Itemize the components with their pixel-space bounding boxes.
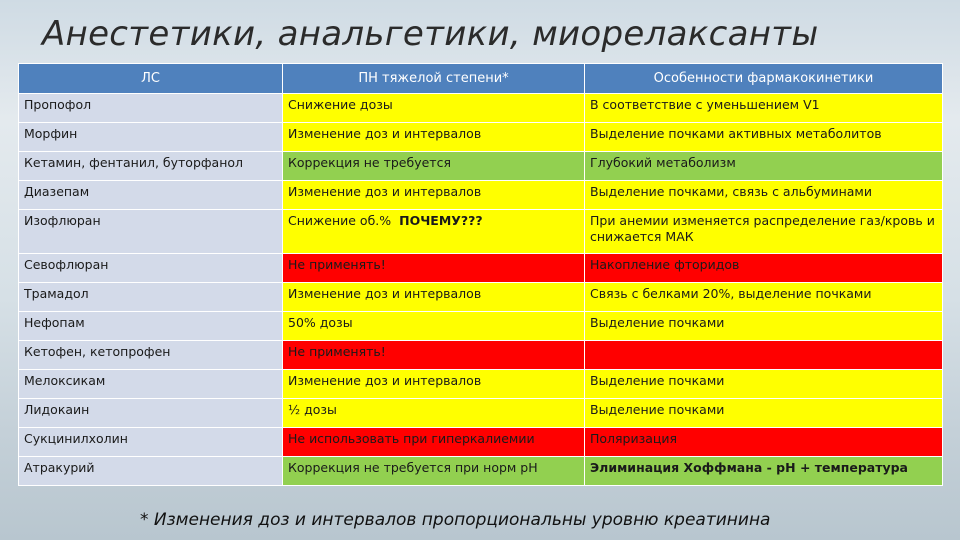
dose-cell: Коррекция не требуется при норм pH <box>283 457 585 486</box>
drug-cell: Изофлюран <box>19 210 283 254</box>
dose-text: Снижение об.% <box>288 213 392 228</box>
dose-cell: Изменение доз и интервалов <box>283 181 585 210</box>
pk-cell: Выделение почками, связь с альбуминами <box>585 181 943 210</box>
table-header-row <box>19 64 943 94</box>
pk-cell: Выделение почками <box>585 399 943 428</box>
dose-cell: Снижение дозы <box>283 94 585 123</box>
table-row <box>19 370 943 399</box>
drug-cell: Мелоксикам <box>19 370 283 399</box>
pk-cell: Связь с белками 20%, выделение почками <box>585 283 943 312</box>
dose-cell: ½ дозы <box>283 399 585 428</box>
table-row <box>19 399 943 428</box>
table-row <box>19 312 943 341</box>
header-drug: ЛС <box>19 64 283 94</box>
dose-cell: Изменение доз и интервалов <box>283 283 585 312</box>
drug-cell: Диазепам <box>19 181 283 210</box>
drug-table <box>18 63 943 486</box>
drug-cell: Морфин <box>19 123 283 152</box>
header-pharmacokinetics: Особенности фармакокинетики <box>585 64 943 94</box>
dose-cell: Коррекция не требуется <box>283 152 585 181</box>
pk-cell: Выделение почками активных метаболитов <box>585 123 943 152</box>
pk-cell: При анемии изменяется распределение газ/кровь и снижается МАК <box>585 210 943 254</box>
pk-cell: Выделение почками <box>585 370 943 399</box>
table-row <box>19 254 943 283</box>
pk-cell: Выделение почками <box>585 312 943 341</box>
page-title: Анестетики, анальгетики, миорелаксанты <box>42 14 819 54</box>
table-row <box>19 94 943 123</box>
dose-emphasis: ПОЧЕМУ??? <box>399 213 483 228</box>
drug-cell: Трамадол <box>19 283 283 312</box>
pk-cell: Глубокий метаболизм <box>585 152 943 181</box>
table-row <box>19 123 943 152</box>
drug-cell: Нефопам <box>19 312 283 341</box>
dose-cell <box>283 210 585 254</box>
dose-cell: Не применять! <box>283 254 585 283</box>
pk-cell: Элиминация Хоффмана - pH + температура <box>585 457 943 486</box>
footnote: * Изменения доз и интервалов пропорциональны уровню креатинина <box>140 510 771 530</box>
table-row <box>19 428 943 457</box>
drug-cell: Кетамин, фентанил, буторфанол <box>19 152 283 181</box>
drug-cell: Севофлюран <box>19 254 283 283</box>
table-row <box>19 152 943 181</box>
pk-cell: Накопление фторидов <box>585 254 943 283</box>
table-row <box>19 457 943 486</box>
dose-cell: Изменение доз и интервалов <box>283 370 585 399</box>
dose-cell: 50% дозы <box>283 312 585 341</box>
table-row <box>19 210 943 254</box>
pk-cell <box>585 341 943 370</box>
drug-cell: Пропофол <box>19 94 283 123</box>
pk-cell: Поляризация <box>585 428 943 457</box>
table-row <box>19 283 943 312</box>
drug-cell: Сукцинилхолин <box>19 428 283 457</box>
drug-cell: Лидокаин <box>19 399 283 428</box>
dose-cell: Изменение доз и интервалов <box>283 123 585 152</box>
dose-cell: Не применять! <box>283 341 585 370</box>
drug-cell: Атракурий <box>19 457 283 486</box>
table-row <box>19 181 943 210</box>
pk-cell: В соответствие с уменьшением V1 <box>585 94 943 123</box>
drug-cell: Кетофен, кетопрофен <box>19 341 283 370</box>
dose-cell: Не использовать при гиперкалиемии <box>283 428 585 457</box>
table-row <box>19 341 943 370</box>
header-renal-failure: ПН тяжелой степени* <box>283 64 585 94</box>
